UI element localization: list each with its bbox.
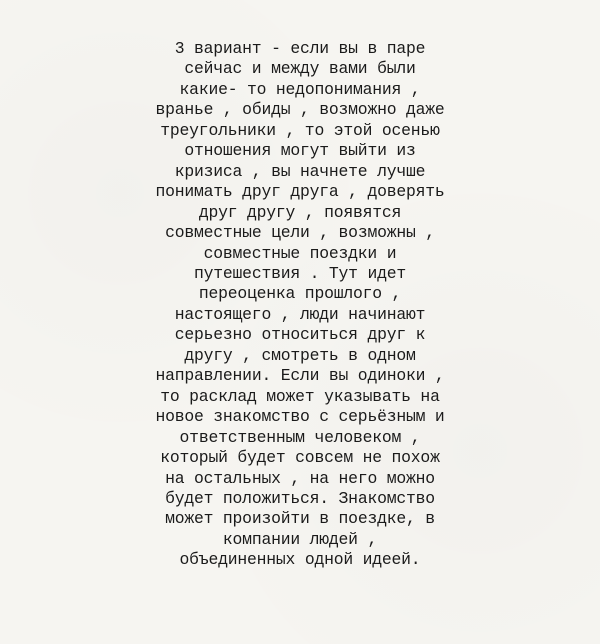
text-line: новое знакомство с серьёзным и [155, 407, 445, 427]
text-line: серьезно относиться друг к [174, 325, 426, 345]
text-line: совместные поездки и [203, 243, 397, 263]
text-line: 3 вариант - если вы в паре [174, 39, 426, 58]
text-line: компании людей , [222, 529, 378, 549]
text-line: понимать друг друга , доверять [155, 182, 445, 202]
text-line: направлении. Если вы одиноки , [155, 366, 445, 386]
text-line: который будет совсем не похож [160, 448, 440, 468]
text-line: сейчас и между вами были [184, 59, 416, 79]
text-line: путешествия . Тут идет [194, 263, 406, 283]
text-line: то расклад может указывать на [160, 386, 440, 406]
text-line: отношения могут выйти из [184, 141, 416, 161]
text-line: какие- то недопонимания , [179, 79, 421, 99]
text-line: настоящего , люди начинают [174, 304, 426, 324]
text-line: будет положиться. Знакомство [165, 488, 435, 508]
text-line: ответственным человеком , [179, 427, 421, 447]
text-line: треугольники , то этой осенью [160, 120, 440, 140]
text-line: может произойти в поездке, в [165, 509, 435, 529]
text-line: кризиса , вы начнете лучше [174, 161, 426, 181]
text-line: объединенных одной идеей. [179, 550, 421, 570]
text-line: совместные цели , возможны , [165, 223, 435, 243]
text-line: переоценка прошлого , [198, 284, 402, 304]
text-block [100, 39, 500, 571]
text-line: друг другу , появятся [198, 202, 402, 222]
text-line: на остальных , на него можно [165, 468, 435, 488]
text-line: вранье , обиды , возможно даже [155, 100, 445, 120]
text-line: другу , смотреть в одном [184, 345, 416, 365]
